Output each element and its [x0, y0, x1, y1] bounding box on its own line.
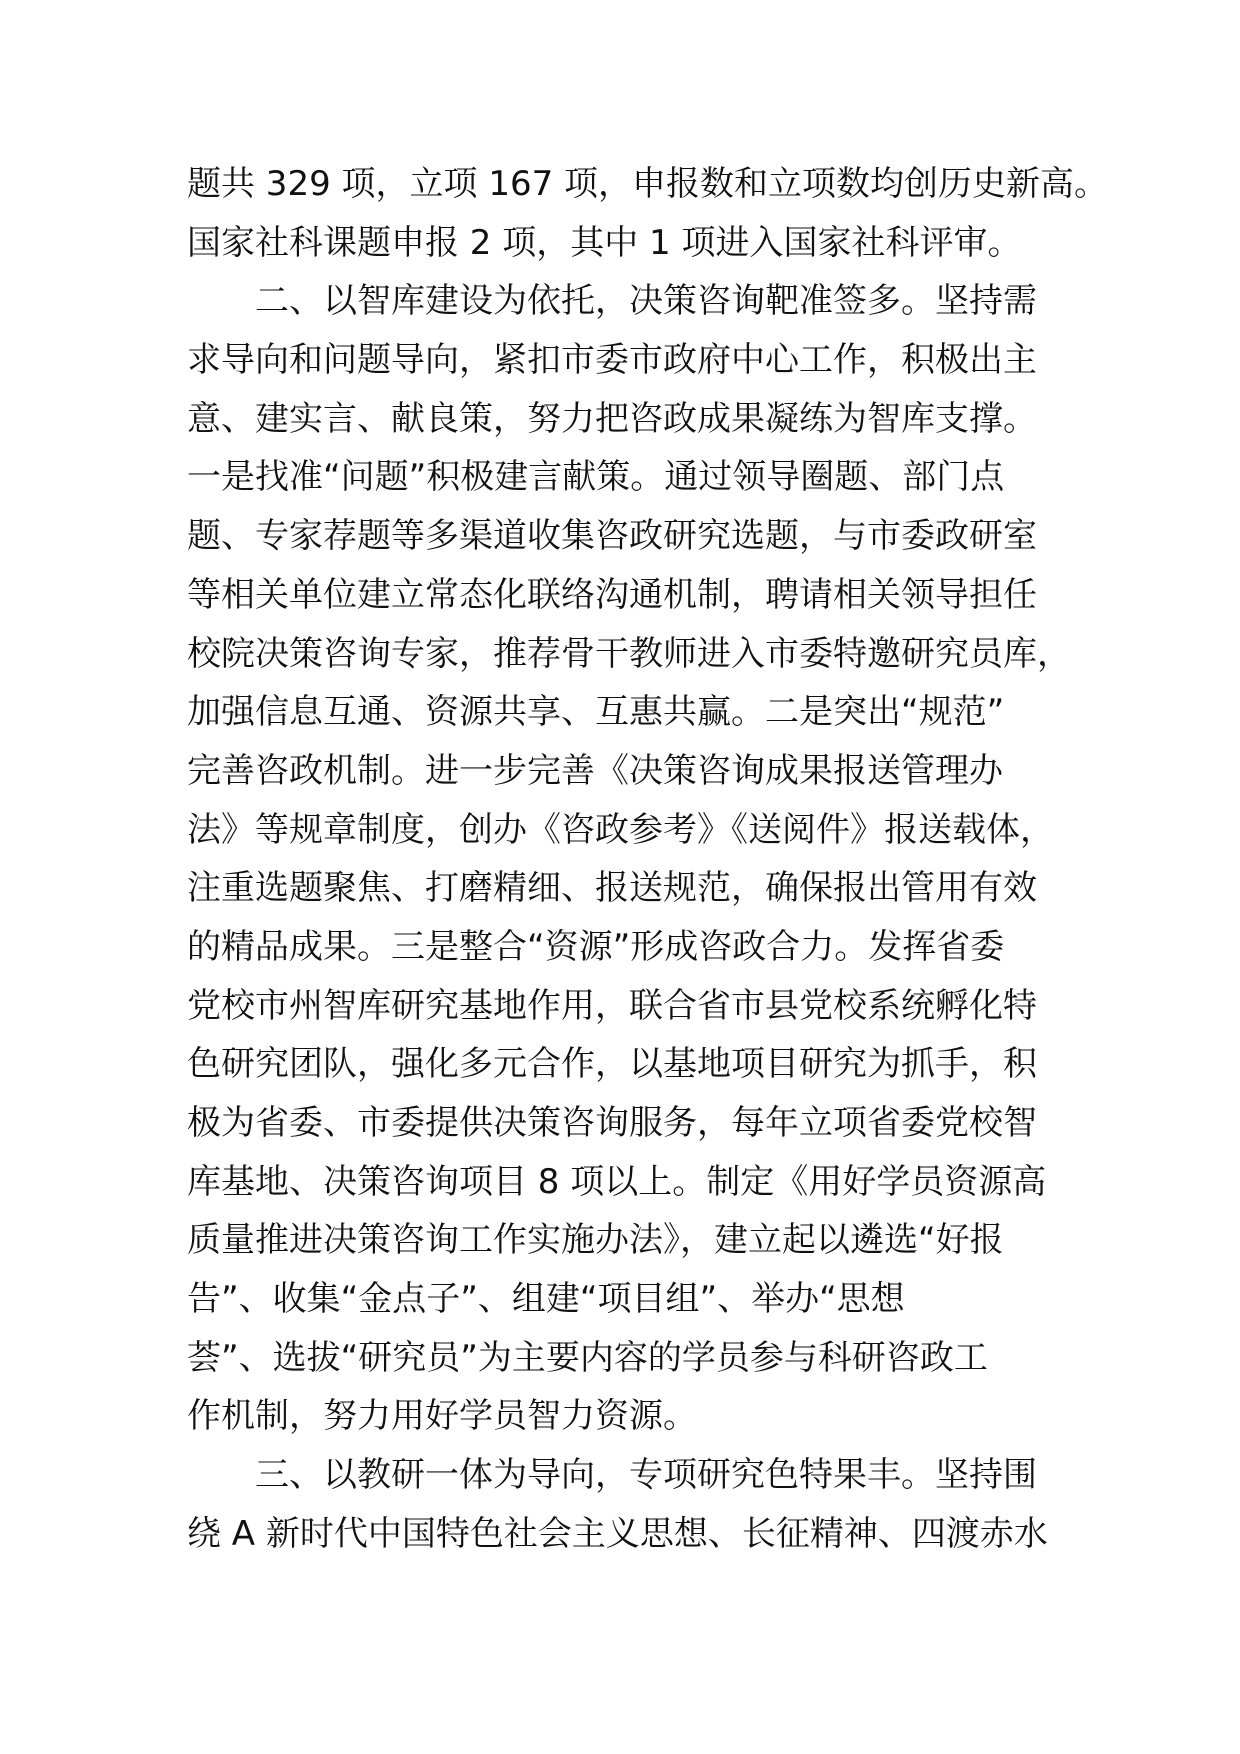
text-line: 荟”、选拔“研究员”为主要内容的学员参与科研咨政工	[187, 1337, 988, 1378]
text-line: 告”、收集“金点子”、组建“项目组”、举办“思想	[187, 1279, 905, 1320]
body-text	[187, 155, 1109, 1564]
section-heading-line: 二、以智库建设为依托，决策咨询靶准签多。坚持需	[255, 281, 1037, 322]
text-line: 一是找准“问题”积极建言献策。通过领导圈题、部门点	[187, 457, 1005, 498]
text-line: 质量推进决策咨询工作实施办法》，建立起以遴选“好报	[187, 1220, 1004, 1261]
text-line: 作机制，努力用好学员智力资源。	[187, 1396, 697, 1437]
text-line: 校院决策咨询专家，推荐骨干教师进入市委特邀研究员库，	[187, 633, 1071, 674]
text-line: 极为省委、市委提供决策咨询服务，每年立项省委党校智	[187, 1103, 1037, 1143]
text-line: 题共 329 项，立项 167 项，申报数和立项数均创历史新高。	[187, 164, 1109, 204]
section-heading-line: 三、以教研一体为导向，专项研究色特果丰。坚持围	[255, 1455, 1037, 1496]
text-line: 加强信息互通、资源共享、互惠共赢。二是突出“规范”	[187, 692, 1005, 733]
text-line: 的精品成果。三是整合“资源”形成咨政合力。发挥省委	[187, 926, 1005, 967]
text-line: 库基地、决策咨询项目 8 项以上。制定《用好学员资源高	[187, 1161, 1047, 1202]
text-line: 国家社科课题申报 2 项，其中 1 项进入国家社科评审。	[187, 222, 1022, 263]
text-line: 等相关单位建立常态化联络沟通机制，聘请相关领导担任	[187, 574, 1037, 615]
text-line: 法》等规章制度，创办《咨政参考》《送阅件》报送载体，	[187, 809, 1054, 850]
text-line: 题、专家荐题等多渠道收集咨政研究选题，与市委政研室	[187, 516, 1037, 557]
text-line: 绕 A 新时代中国特色社会主义思想、长征精神、四渡赤水	[187, 1513, 1048, 1554]
text-line: 党校市州智库研究基地作用，联合省市县党校系统孵化特	[187, 985, 1037, 1026]
text-line: 求导向和问题导向，紧扣市委市政府中心工作，积极出主	[187, 340, 1037, 381]
text-line: 意、建实言、献良策，努力把咨政成果凝练为智库支撑。	[187, 398, 1037, 439]
text-line: 完善咨政机制。进一步完善《决策咨询成果报送管理办	[187, 750, 1003, 791]
text-line: 注重选题聚焦、打磨精细、报送规范，确保报出管用有效	[187, 868, 1037, 909]
text-line: 色研究团队，强化多元合作，以基地项目研究为抓手，积	[187, 1044, 1037, 1085]
